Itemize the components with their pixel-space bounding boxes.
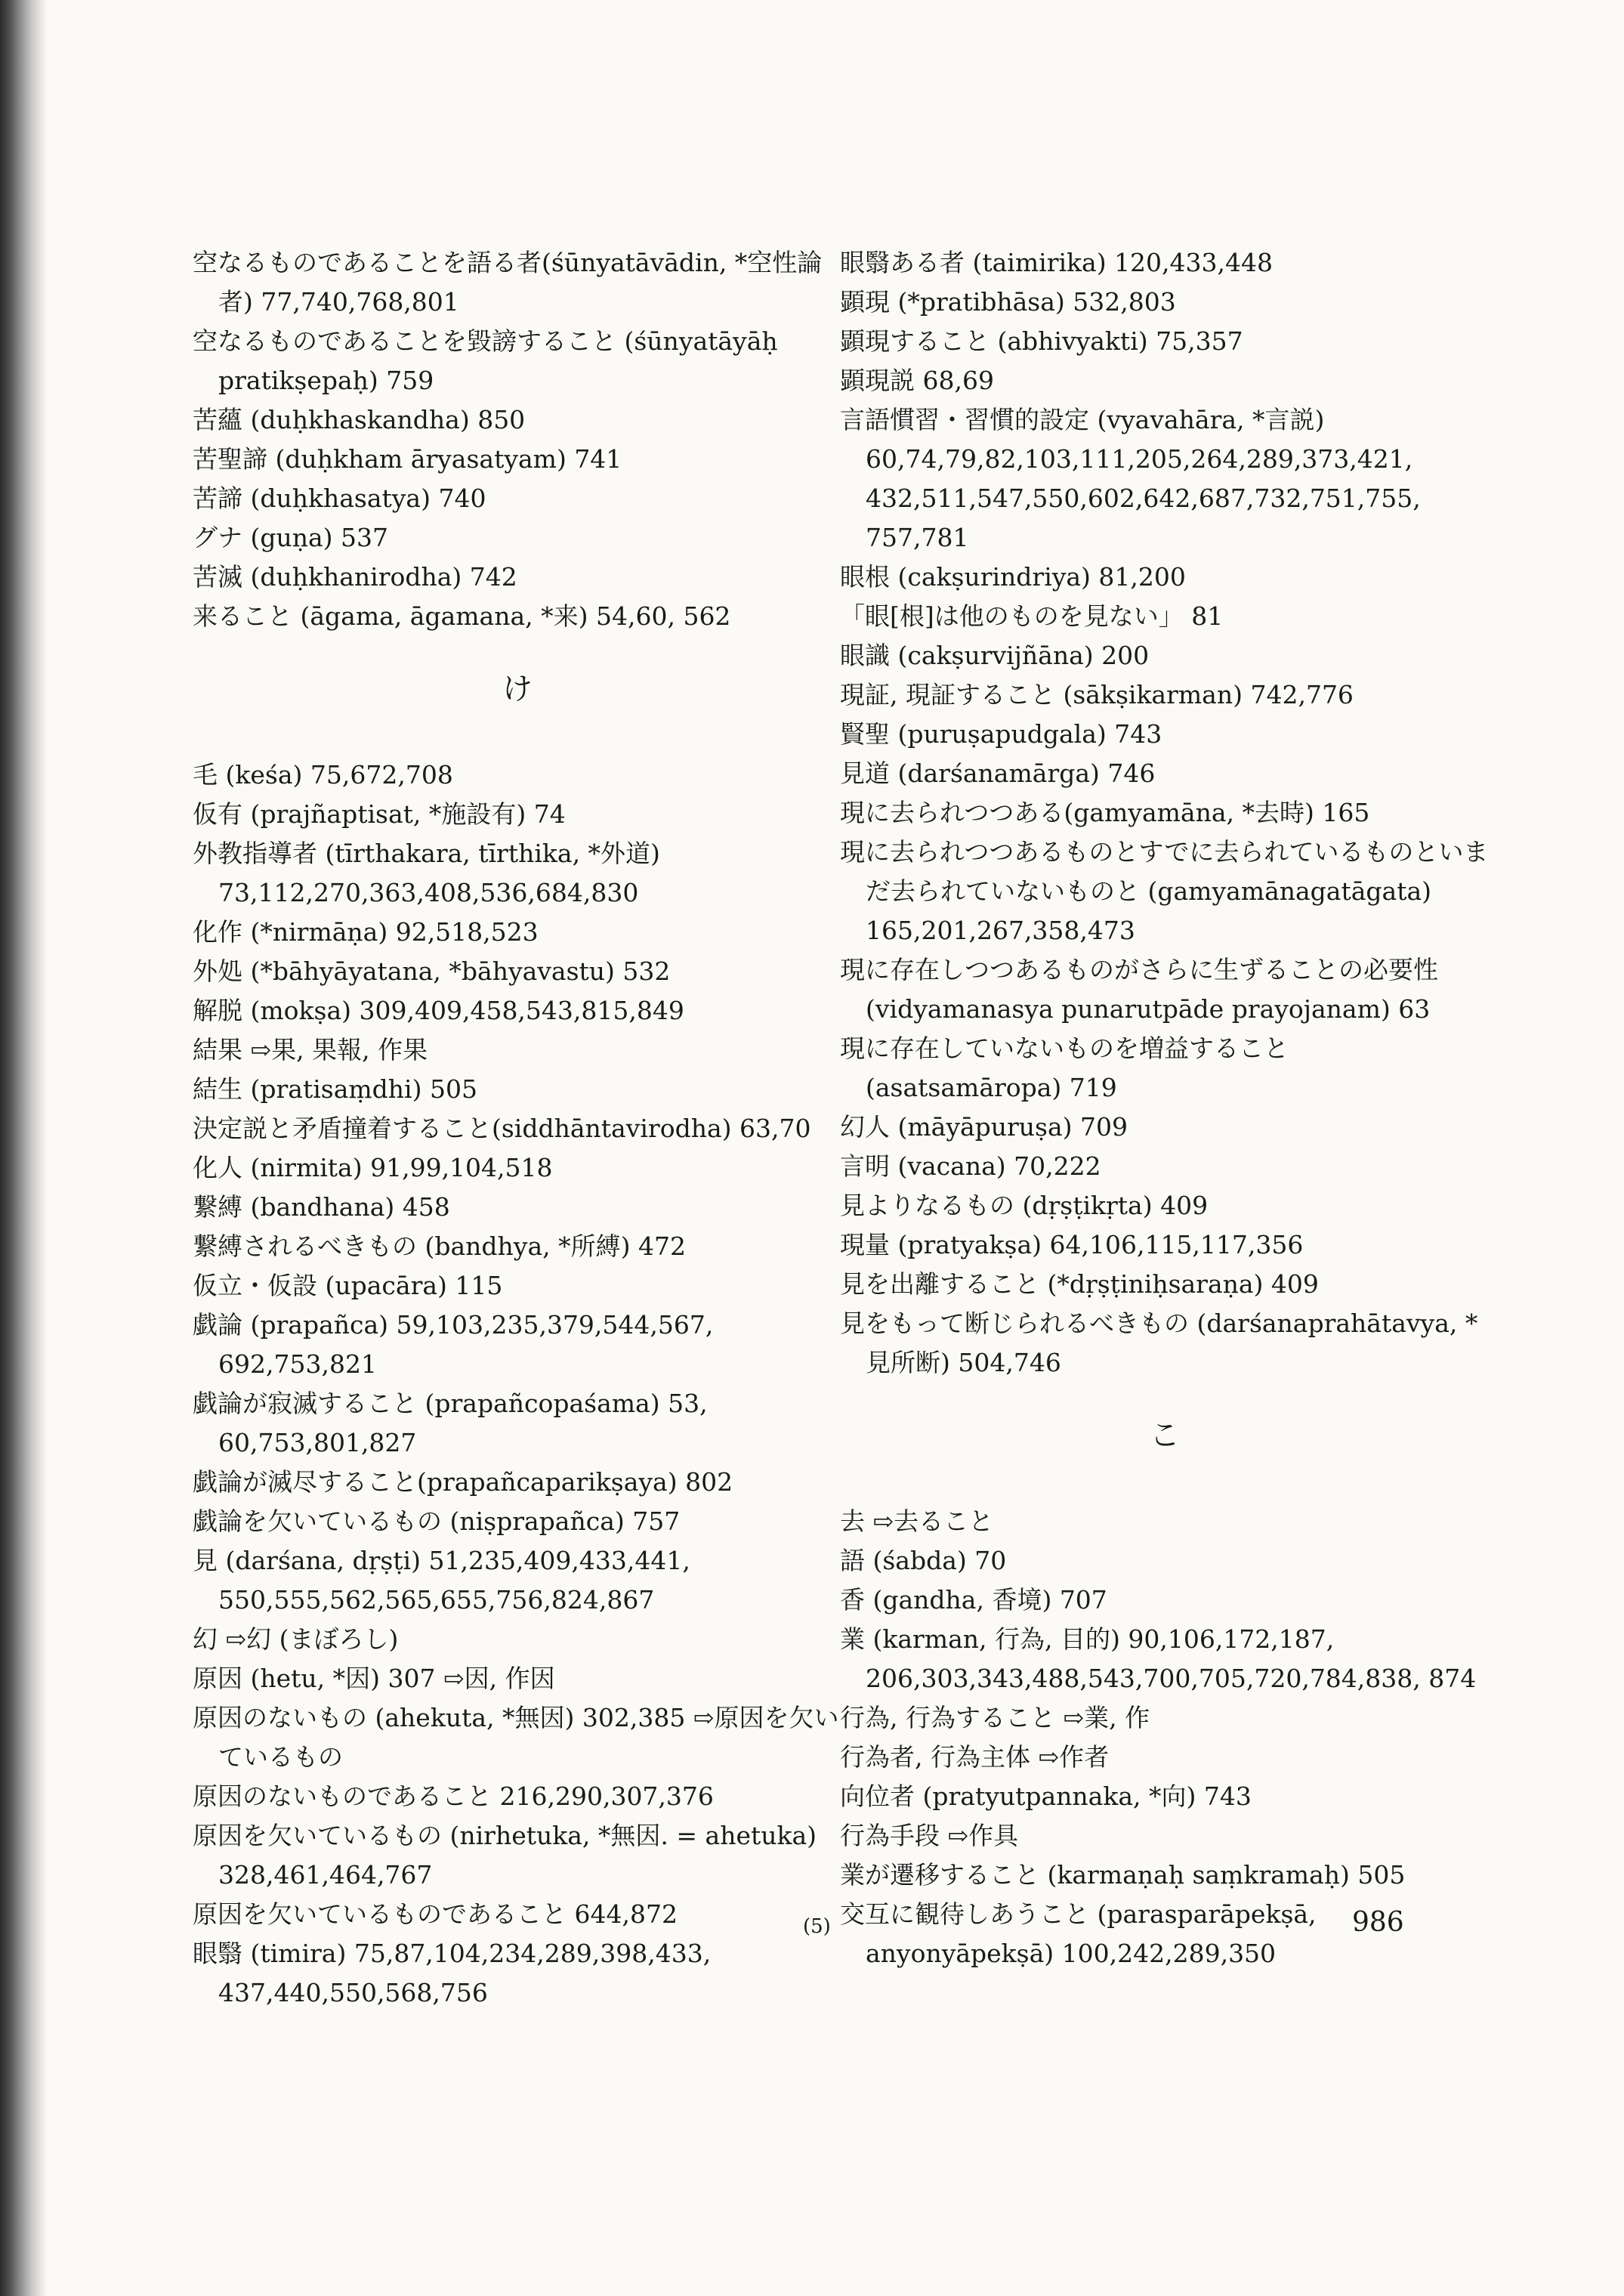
index-entry: 繋縛されるべきもの (bandhya, *所縛) 472 xyxy=(193,1231,686,1261)
index-entry: 眼根 (cakṣurindriya) 81,200 xyxy=(840,562,1186,592)
index-entry: 行為手段 ⇨作具 xyxy=(840,1821,1019,1850)
index-entry: 見よりなるもの (dṛṣṭikṛta) 409 xyxy=(840,1191,1209,1220)
index-entry: 賢聖 (puruṣapudgala) 743 xyxy=(840,719,1162,749)
section-marker: (5) xyxy=(803,1915,831,1938)
index-entry: 仮立・仮設 (upacāra) 115 xyxy=(193,1271,503,1300)
index-entry: 言語慣習・習慣的設定 (vyavahāra, *言説) 60,74,79,82,103,111,205,264,289,373,421, 432,511,547,550,602,642,687,732,751,755, 757,781 xyxy=(840,405,1429,552)
index-entry: 仮有 (prajñaptisat, *施設有) 74 xyxy=(193,799,566,829)
index-entry: 業 (karman, 行為, 目的) 90,106,172,187, 206,303,343,488,543,700,705,720,784,838, 874 xyxy=(840,1624,1477,1693)
index-entry: 苦滅 (duḥkhanirodha) 742 xyxy=(193,562,517,592)
index-entry: 眼翳 (timira) 75,87,104,234,289,398,433, 437,440,550,568,756 xyxy=(193,1939,719,2007)
index-entry: 去 ⇨去ること xyxy=(840,1506,994,1536)
index-entry: 苦諦 (duḥkhasatya) 740 xyxy=(193,484,486,513)
index-entry: 戯論が滅尽すること(prapañcaparikṣaya) 802 xyxy=(193,1467,733,1497)
index-entry: 現に去られつつある(gamyamāna, *去時) 165 xyxy=(840,798,1370,827)
index-entry: 外処 (*bāhyāyatana, *bāhyavastu) 532 xyxy=(193,956,671,986)
index-entry: 苦蘊 (duḥkhaskandha) 850 xyxy=(193,405,526,434)
entry-group xyxy=(840,243,1490,1383)
index-entry: 幻人 (māyāpuruṣa) 709 xyxy=(840,1112,1128,1142)
index-entry: 言明 (vacana) 70,222 xyxy=(840,1151,1101,1181)
index-column-left xyxy=(193,243,842,2013)
index-entry: 戯論を欠いているもの (niṣprapañca) 757 xyxy=(193,1506,681,1536)
index-entry: グナ (guṇa) 537 xyxy=(193,523,389,552)
index-entry: 原因を欠いているもの (nirhetuka, *無因. = ahetuka) 328,461,464,767 xyxy=(193,1821,825,1890)
page-number: 986 xyxy=(1352,1907,1404,1938)
index-entry: 原因のないものであること 216,290,307,376 xyxy=(193,1781,714,1811)
index-entry: 顕現説 68,69 xyxy=(840,366,994,395)
index-entry: 化人 (nirmita) 91,99,104,518 xyxy=(193,1153,553,1182)
index-entry: 顕現 (*pratibhāsa) 532,803 xyxy=(840,287,1176,317)
index-entry: 幻 ⇨幻 (まぼろし) xyxy=(193,1624,399,1654)
index-entry: 現量 (pratyakṣa) 64,106,115,117,356 xyxy=(840,1230,1304,1259)
index-entry: 見を出離すること (*dṛṣṭiniḥsaraṇa) 409 xyxy=(840,1269,1319,1299)
index-entry: 解脱 (mokṣa) 309,409,458,543,815,849 xyxy=(193,996,684,1025)
index-entry: 現証, 現証すること (sākṣikarman) 742,776 xyxy=(840,680,1354,709)
index-entry: 見をもって断じられるべきもの (darśanaprahātavya, *見所断) 504,746 xyxy=(840,1309,1478,1377)
index-entry: 戯論 (prapañca) 59,103,235,379,544,567, 692,753,821 xyxy=(193,1310,721,1379)
index-entry: 結生 (pratisaṃdhi) 505 xyxy=(193,1074,477,1104)
index-entry: 繋縛 (bandhana) 458 xyxy=(193,1192,450,1222)
index-entry: 毛 (keśa) 75,672,708 xyxy=(193,760,453,790)
index-entry: 現に存在していないものを増益すること (asatsamāropa) 719 xyxy=(840,1034,1297,1102)
index-entry: 現に去られつつあるものとすでに去られているものといまだ去られていないものと (gamyamānagatāgata) 165,201,267,358,473 xyxy=(840,837,1489,945)
index-column-right xyxy=(840,243,1490,1973)
index-entry: 原因 (hetu, *因) 307 ⇨因, 作因 xyxy=(193,1664,555,1693)
entry-group xyxy=(840,1502,1490,1973)
index-entry: 空なるものであることを毀謗すること (śūnyatāyāḥ pratikṣepaḥ) 759 xyxy=(193,326,786,395)
index-entry: 戯論が寂滅すること (prapañcopaśama) 53, 60,753,801,827 xyxy=(193,1389,716,1457)
index-entry: 顕現すること (abhivyakti) 75,357 xyxy=(840,326,1243,356)
section-heading-ke: け xyxy=(502,672,533,706)
index-entry: 交互に観待しあうこと (parasparāpekṣā, anyonyāpekṣā) 100,242,289,350 xyxy=(840,1899,1325,1968)
index-entry: 見道 (darśanamārga) 746 xyxy=(840,759,1156,788)
section-heading-ko: こ xyxy=(1150,1418,1180,1453)
index-entry: 外教指導者 (tīrthakara, tīrthika, *外道) 73,112,270,363,408,536,684,830 xyxy=(193,839,668,907)
index-entry: 行為, 行為すること ⇨業, 作 xyxy=(840,1703,1150,1732)
index-entry: 語 (śabda) 70 xyxy=(840,1546,1007,1575)
index-entry: 苦聖諦 (duḥkham āryasatyam) 741 xyxy=(193,444,622,474)
index-entry: 眼識 (cakṣurvijñāna) 200 xyxy=(840,641,1150,670)
index-entry: 現に存在しつつあるものがさらに生ずることの必要性 (vidyamanasya punarutpāde prayojanam) 63 xyxy=(840,955,1446,1024)
index-entry: 業が遷移すること (karmaṇaḥ saṃkramaḥ) 505 xyxy=(840,1860,1406,1890)
index-entry: 香 (gandha, 香境) 707 xyxy=(840,1585,1107,1615)
index-entry: 決定説と矛盾撞着すること(siddhāntavirodha) 63,70 xyxy=(193,1114,811,1143)
index-entry: 行為者, 行為主体 ⇨作者 xyxy=(840,1742,1110,1772)
index-entry: 来ること (āgama, āgamana, *来) 54,60, 562 xyxy=(193,601,731,631)
index-entry: 見 (darśana, dṛṣṭi) 51,235,409,433,441, 550,555,562,565,655,756,824,867 xyxy=(193,1546,699,1615)
index-entry: 眼翳ある者 (taimirika) 120,433,448 xyxy=(840,248,1274,277)
index-entry: 化作 (*nirmāṇa) 92,518,523 xyxy=(193,917,539,947)
index-entry: 原因のないもの (ahekuta, *無因) 302,385 ⇨原因を欠いているもの xyxy=(193,1703,839,1772)
entry-group xyxy=(193,756,842,2013)
binding-edge xyxy=(0,0,47,2296)
entry-group xyxy=(193,243,842,636)
index-entry: 原因を欠いているものであること 644,872 xyxy=(193,1899,678,1929)
index-entry: 「眼[根]は他のものを見ない」 81 xyxy=(840,601,1224,631)
index-entry: 結果 ⇨果, 果報, 作果 xyxy=(193,1035,428,1065)
index-entry: 空なるものであることを語る者(śūnyatāvādin, *空性論者) 77,740,768,801 xyxy=(193,248,823,317)
index-entry: 向位者 (pratyutpannaka, *向) 743 xyxy=(840,1781,1252,1811)
